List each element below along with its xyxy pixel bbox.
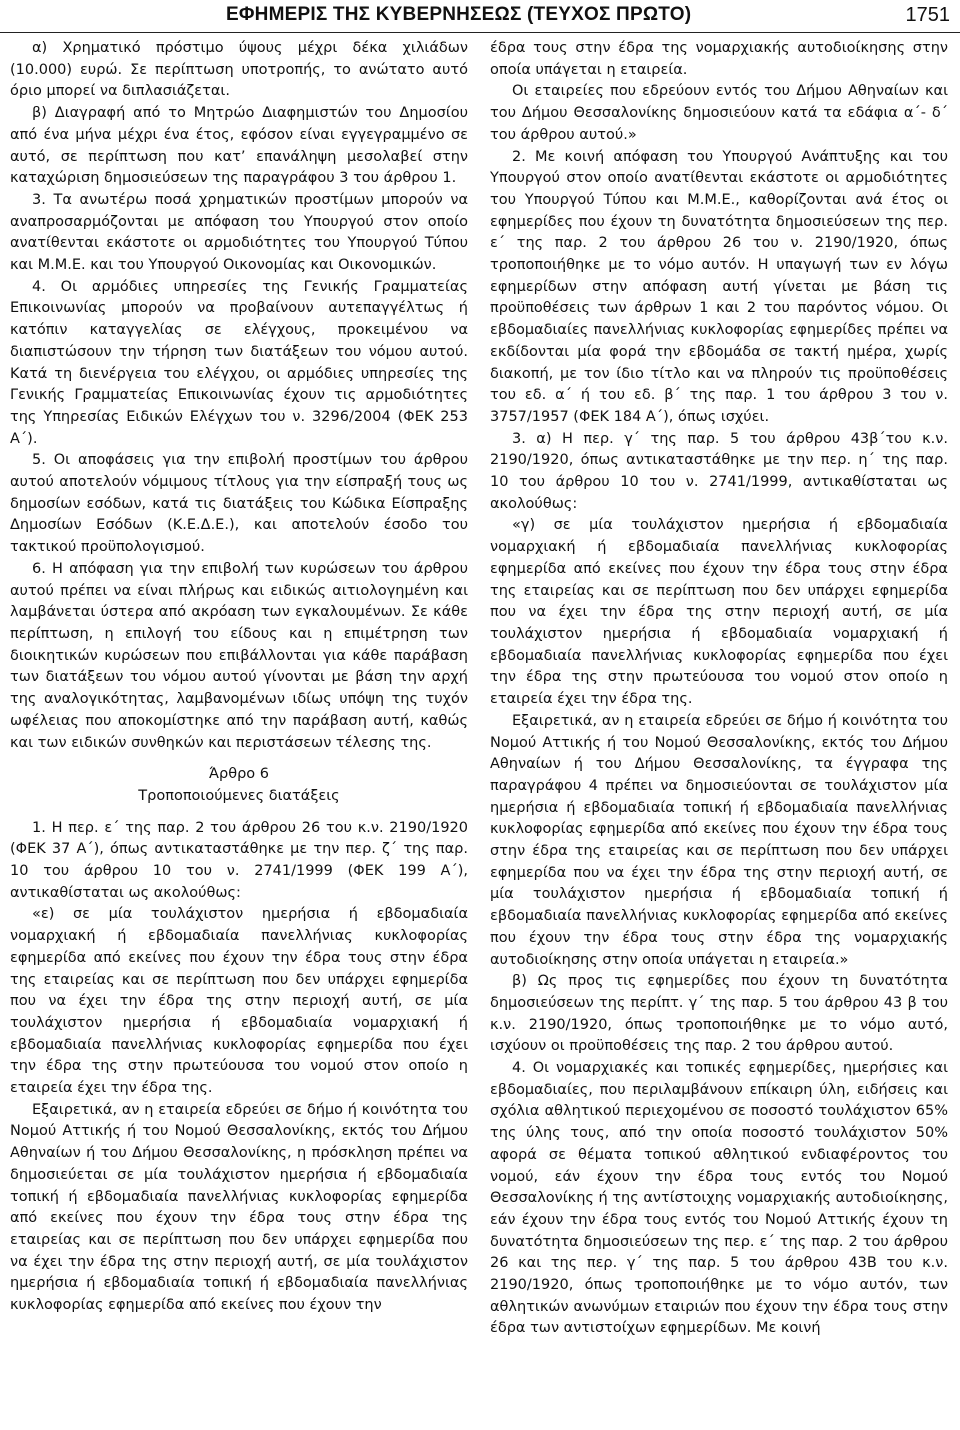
article-subheading: Τροποποιούμενες διατάξεις — [138, 787, 340, 804]
right-column — [490, 38, 948, 1340]
article6-quote-g: «γ) σε μία τουλάχιστον ημερήσια ή εβδομαδιαία νομαρχιακή ή εβδομαδιαία πανελλήνιας κυκλοφορίας εφημερίδα από εκείνες που έχουν την έδρα τους στην έδρα της εταιρείας και σε περίπτωση που δεν υπάρχει εφημερίδα που να έχει την έδρα της στην περιοχή αυτή, σε μία τουλάχιστον ημερήσια ή εβδομαδιαία νομαρχιακή ή εβδομαδιαία πανελλήνιας κυκλοφορίας εφημερίδα που έχει την έδρα της στην πρωτεύουσα του νομού στον οποίο η εταιρεία έχει την έδρα της. — [490, 517, 948, 708]
athens-thessaloniki-note: Οι εταιρείες που εδρεύουν εντός του Δήμου Αθηναίων και του Δήμου Θεσσαλονίκης δημοσιεύουν κατά τα εδάφια α΄- δ΄ του άρθρου αυτού.» — [490, 83, 948, 143]
paragraph-4: 4. Οι αρμόδιες υπηρεσίες της Γενικής Γραμματείας Επικοινωνίας μπορούν να προβαίνουν αυτεπαγγέλτως ή κατόπιν καταγγελίας σε ελέγχους, προκειμένου να διαπιστώσουν την τήρηση των διατάξεων του νόμου αυτού. Κατά τη διενέργεια του ελέγχου, οι αρμόδιες υπηρεσίες της Γενικής Γραμματείας Επικοινωνίας έχουν τις αρμοδιότητες της Υπηρεσίας Ειδικών Ελέγχων του ν. 3296/2004 (ΦΕΚ 253 Α΄). — [10, 278, 468, 447]
page-number: 1751 — [905, 4, 950, 26]
article6-paragraph-4: 4. Οι νομαρχιακές και τοπικές εφημερίδες, ημερήσιες και εβδομαδιαίες, που περιλαμβάνουν επίκαιρη ύλη, ειδήσεις και σχόλια αθλητικού περιεχομένου σε ποσοστό τουλάχιστον 65% της ύλης τους, από την οποία ποσοστό τουλάχιστον 50% αφορά σε θέματα τοπικού αθλητικού ενδιαφέροντος του νομού, εάν έχουν την έδρα τους εντός του Νομού Θεσσαλονίκης ή της αντίστοιχης νομαρχιακής αυτοδιοίκησης, εάν έχουν την έδρα τους εντός του Νομού Αττικής έχουν τη δυνατότητα δημοσιεύσεων της περ. ε΄ της παρ. 2 του άρθρου 26 και της περ. γ΄ της παρ. 5 του άρθρου 43Β του κ.ν. 2190/1920, όπως τροποποιήθηκε με το νόμο αυτόν, των αθλητικών ανωνύμων εταιριών που έχουν την έδρα τους στην έδρα των αντιστοίχων εφημερίδων. Με κοινή — [490, 1060, 949, 1337]
article-heading: Άρθρο 6 — [208, 766, 270, 783]
article6-paragraph-2: 2. Με κοινή απόφαση του Υπουργού Ανάπτυξης και του Υπουργού στον οποίο ανατίθενται εκάστοτε οι αρμοδιότητες του Υπουργού Τύπου και Μ.Μ.Ε., καθορίζονται ανά έτος οι εφημερίδες που έχουν τη δυνατότητα δημοσιεύσεων της περ. ε΄ της παρ. 2 του άρθρου 26 του ν. 2190/1920, όπως τροποποιήθηκε με το νόμο αυτόν. Η υπαγωγή των εν λόγω εφημερίδων στην απόφαση αυτή γίνεται με βάση τις προϋποθέσεις των άρθρων 1 και 2 του παρόντος νόμου. Οι εβδομαδιαίες πανελλήνιας κυκλοφορίας εφημερίδες πρέπει να εκδίδονται μία φορά την εβδομάδα σε τακτή ημέρα, χωρίς διακοπή, με τον ίδιο τίτλο και να πληρούν τις προϋποθέσεις του εδ. α΄ ή του εδ. β΄ της παρ. 1 του άρθρου 3 του ν. 3757/1957 (ΦΕΚ 184 Α΄), όπως ισχύει. — [490, 148, 948, 425]
left-column — [10, 38, 468, 1317]
paragraph-3: 3. Τα ανωτέρω ποσά χρηματικών προστίμων μπορούν να αναπροσαρμόζονται με απόφαση του Υπουργού στον οποίο ανατίθενται εκάστοτε οι αρμοδιότητες του Υπουργού Τύπου και Μ.Μ.Ε. και του Υπουργού Οικονομίας και Οικονομικών. — [10, 191, 468, 274]
gazette-title: ΕΦΗΜΕΡΙΣ ΤΗΣ ΚΥΒΕΡΝΗΣΕΩΣ (ΤΕΥΧΟΣ ΠΡΩΤΟ) — [226, 4, 692, 25]
article6-paragraph-1: 1. Η περ. ε΄ της παρ. 2 του άρθρου 26 του κ.ν. 2190/1920 (ΦΕΚ 37 Α΄), όπως αντικαταστάθηκε με την περ. ζ΄ της παρ. 10 του άρθρου 10 του ν. 2741/1999 (ΦΕΚ 199 Α΄), αντικαθίσταται ως ακολούθως: — [10, 819, 468, 901]
page-header — [0, 0, 960, 36]
header-divider — [0, 32, 960, 33]
paragraph-6: 6. Η απόφαση για την επιβολή των κυρώσεων του άρθρου αυτού πρέπει να είναι πλήρως και ειδικώς αιτιολογημένη και λαμβάνεται ύστερα από ακρόαση των εγκαλουμένων. Σε κάθε περίπτωση, η επιλογή του είδους και η επιμέτρηση των διοικητικών κυρώσεων που επιβάλλονται για κάθε παράβαση των διατάξεων του νόμου αυτού γίνονται με βάση την αρχή της αναλογικότητας, λαμβανομένων ιδίως υπόψη της τυχόν ωφέλειας που αποκομίστηκε από την παράβαση αυτή, καθώς και των ειδικών συνθηκών και περιστάσεων τέλεσης της. — [10, 560, 468, 751]
paragraph-penalty-a: α) Χρηματικό πρόστιμο ύψους μέχρι δέκα χιλιάδων (10.000) ευρώ. Σε περίπτωση υποτροπής, το ανώτατο αυτό όριο μπορεί να διπλασιάζεται. — [10, 40, 468, 100]
article6-quote-e: «ε) σε μία τουλάχιστον ημερήσια ή εβδομαδιαία νομαρχιακή ή εβδομαδιαία πανελλήνιας κυκλοφορίας εφημερίδα από εκείνες που έχουν την έδρα τους στην έδρα της εταιρείας και σε περίπτωση που δεν υπάρχει εφημερίδα που να έχει την έδρα της στην περιοχή αυτή, σε μία τουλάχιστον ημερήσια ή εβδομαδιαία νομαρχιακή ή εβδομαδιαία πανελλήνιας κυκλοφορίας εφημερίδα που έχει την έδρα της στην πρωτεύουσα του νομού στον οποίο η εταιρεία έχει την έδρα της. — [10, 906, 468, 1097]
paragraph-penalty-b: β) Διαγραφή από το Μητρώο Διαφημιστών του Δημοσίου από ένα μήνα μέχρι ένα έτος, εφόσον είναι εγγεγραμμένο σε αυτό, σε περίπτωση που κατ’ επανάληψη μεσολαβεί στην καταχώριση δημοσιεύσεων της παραγράφου 3 του άρθρου 1. — [10, 105, 468, 187]
article6-paragraph-3a: 3. α) Η περ. γ΄ της παρ. 5 του άρθρου 43β΄του κ.ν. 2190/1920, όπως αντικαταστάθηκε με την περ. η΄ της παρ. 10 του άρθρου 10 του ν. 2741/1999, αντικαθίσταται ως ακολούθως: — [490, 430, 948, 512]
article6-exception: Εξαιρετικά, αν η εταιρεία εδρεύει σε δήμο ή κοινότητα του Νομού Αττικής ή του Νομού Θεσσαλονίκης, εκτός του Δήμου Αθηναίων ή του Δήμου Θεσσαλονίκης, η πρόσκληση πρέπει να δημοσιεύεται σε μία τουλάχιστον ημερήσια ή εβδομαδιαία τοπική ή εβδομαδιαία πανελλήνιας κυκλοφορίας εφημερίδα από εκείνες που έχουν την έδρα τους στην έδρα της εταιρείας και σε περίπτωση που δεν υπάρχει εφημερίδα που να έχει την έδρα της στην περιοχή αυτή, σε μία τουλάχιστον ημερήσια ή εβδομαδιαία τοπική ή εβδομαδιαία πανελλήνιας κυκλοφορίας εφημερίδα από εκείνες που έχουν την — [10, 1101, 468, 1314]
continuation-text: έδρα τους στην έδρα της νομαρχιακής αυτοδιοίκησης στην οποία υπάγεται η εταιρεία. — [490, 40, 948, 78]
paragraph-5: 5. Οι αποφάσεις για την επιβολή προστίμων του άρθρου αυτού αποτελούν νόμιμους τίτλους για την είσπραξή τους ως δημοσίων εσόδων, κατά τις διατάξεις του Κώδικα Είσπραξης Δημοσίων Εσόδων (Κ.Ε.Δ.Ε.), και αποτελούν έσοδο του τακτικού προϋπολογισμού. — [10, 452, 468, 556]
article6-exception-2: Εξαιρετικά, αν η εταιρεία εδρεύει σε δήμο ή κοινότητα του Νομού Αττικής ή του Νομού Θεσσαλονίκης, εκτός του Δήμου Αθηναίων ή του Δήμου Θεσσαλονίκης, τα έγγραφα της παραγράφου 4 πρέπει να δημοσιεύονται σε τουλάχιστον μία ημερήσια ή εβδομαδιαία τοπική ή εβδομαδιαία πανελλήνιας κυκλοφορίας εφημερίδα από εκείνες που έχουν την έδρα τους στην έδρα της εταιρείας και σε περίπτωση που δεν υπάρχει εφημερίδα που να έχει την έδρα της στην περιοχή αυτή, σε μία τουλάχιστον ημερήσια ή εβδομαδιαία τοπική ή εβδομαδιαία πανελλήνιας κυκλοφορίας εφημερίδα από εκείνες που έχουν την έδρα τους στην έδρα της νομαρχιακής αυτοδιοίκησης στην οποία υπάγεται η εταιρεία.» — [490, 712, 948, 968]
article6-paragraph-3b: β) Ως προς τις εφημερίδες που έχουν τη δυνατότητα δημοσιεύσεων της περίπτ. γ΄ της παρ. 5 του άρθρου 43 β του κ.ν. 2190/1920, όπως τροποποιήθηκε με το νόμο αυτό, ισχύουν οι προϋποθέσεις της παρ. 2 του άρθρου αυτού. — [490, 973, 948, 1055]
